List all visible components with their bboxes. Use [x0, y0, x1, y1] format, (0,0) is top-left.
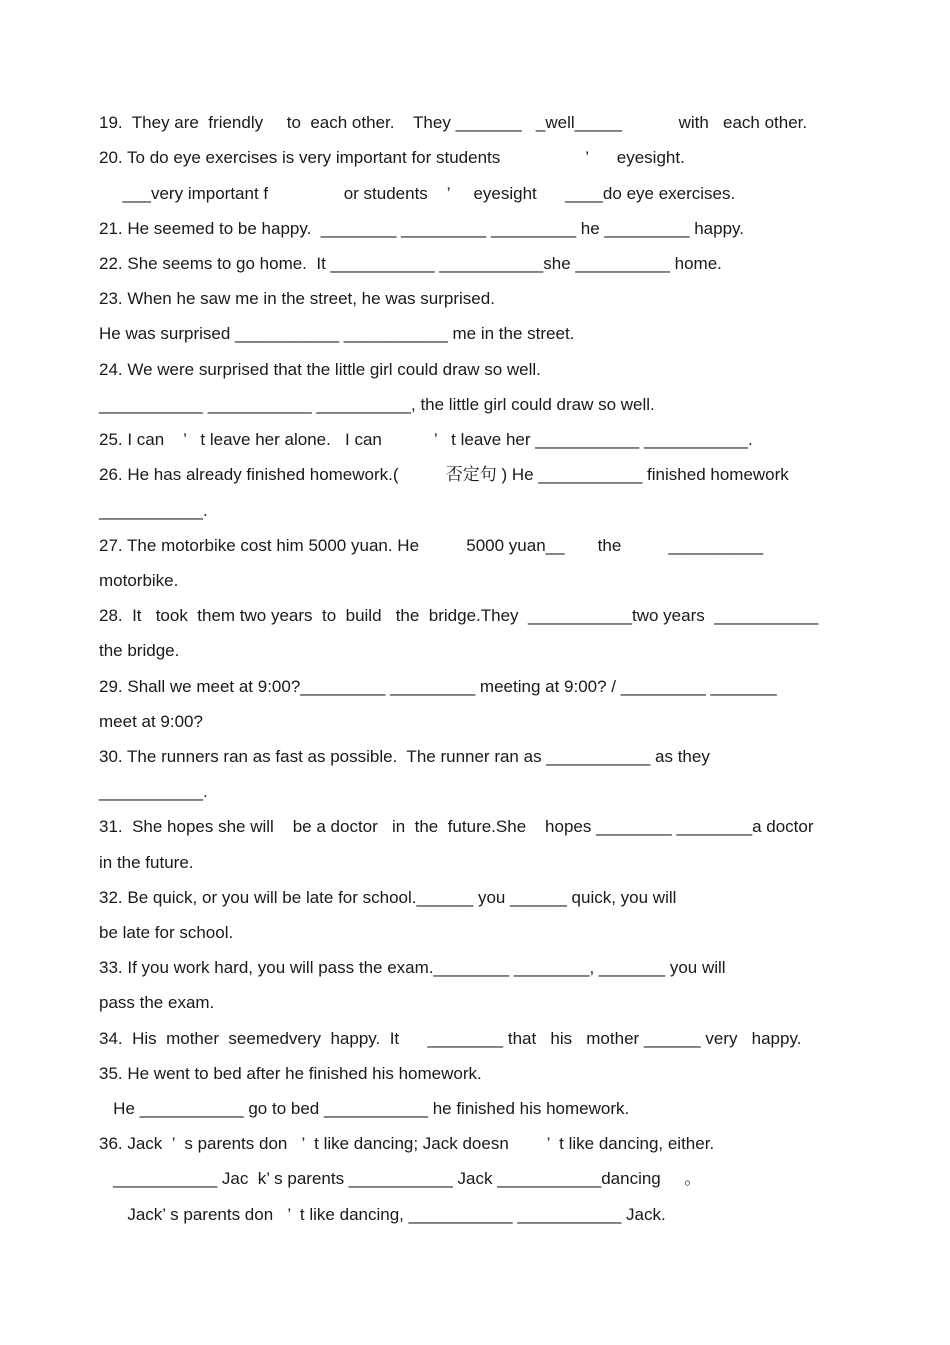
line-28-cont: the bridge.	[99, 641, 180, 660]
line-23: 23. When he saw me in the street, he was surprised.	[99, 289, 495, 308]
line-20-answer: ___very important f or students ’ eyesight ____do eye exercises.	[99, 184, 736, 203]
line-24-answer: ___________ ___________ __________, the little girl could draw so well.	[99, 395, 655, 414]
line-30: 30. The runners ran as fast as possible. The runner ran as ___________ as they	[99, 747, 710, 766]
line-28: 28. It took them two years to build the bridge.They ___________two years ___________	[99, 606, 819, 625]
line-35: 35. He went to bed after he finished his homework.	[99, 1064, 482, 1083]
line-33: 33. If you work hard, you will pass the exam.________ ________, _______ you will	[99, 958, 726, 977]
line-36: 36. Jack ’ s parents don ’ t like dancing; Jack doesn ’ t like dancing, either.	[99, 1134, 715, 1153]
line-23-answer: He was surprised ___________ ___________ me in the street.	[99, 324, 575, 343]
line-24: 24. We were surprised that the little girl could draw so well.	[99, 360, 541, 379]
line-33-cont: pass the exam.	[99, 993, 215, 1012]
line-35-answer: He ___________ go to bed ___________ he finished his homework.	[99, 1099, 630, 1118]
line-19: 19. They are friendly to each other. They _______ _well_____ with each other.	[99, 113, 808, 132]
line-27: 27. The motorbike cost him 5000 yuan. He 5000 yuan__ the __________	[99, 536, 764, 555]
line-36-answer-2: Jack’ s parents don ’ t like dancing, ___________ ___________ Jack.	[99, 1205, 666, 1224]
line-27-cont: motorbike.	[99, 571, 179, 590]
line-26-cont: ___________.	[99, 501, 208, 520]
line-25: 25. I can ’ t leave her alone. I can ’ t leave her ___________ ___________.	[99, 430, 753, 449]
line-30-cont: ___________.	[99, 782, 208, 801]
line-29-cont: meet at 9:00?	[99, 712, 203, 731]
line-22: 22. She seems to go home. It ___________ ___________she __________ home.	[99, 254, 722, 273]
line-32-cont: be late for school.	[99, 923, 234, 942]
line-31: 31. She hopes she will be a doctor in the future.She hopes ________ ________a doctor	[99, 817, 814, 836]
line-26: 26. He has already finished homework.( 否定句 ) He ___________ finished homework	[99, 465, 789, 484]
line-31-cont: in the future.	[99, 853, 194, 872]
line-29: 29. Shall we meet at 9:00?_________ _________ meeting at 9:00? / _________ _______	[99, 677, 777, 696]
line-21: 21. He seemed to be happy. ________ _________ _________ he _________ happy.	[99, 219, 744, 238]
line-20: 20. To do eye exercises is very important for students ’ eyesight.	[99, 148, 685, 167]
line-36-answer-1: ___________ Jac k’ s parents ___________ Jack ___________dancing 。	[99, 1169, 702, 1188]
line-34: 34. His mother seemedvery happy. It ________ that his mother ______ very happy.	[99, 1029, 802, 1048]
line-32: 32. Be quick, or you will be late for school.______ you ______ quick, you will	[99, 888, 677, 907]
